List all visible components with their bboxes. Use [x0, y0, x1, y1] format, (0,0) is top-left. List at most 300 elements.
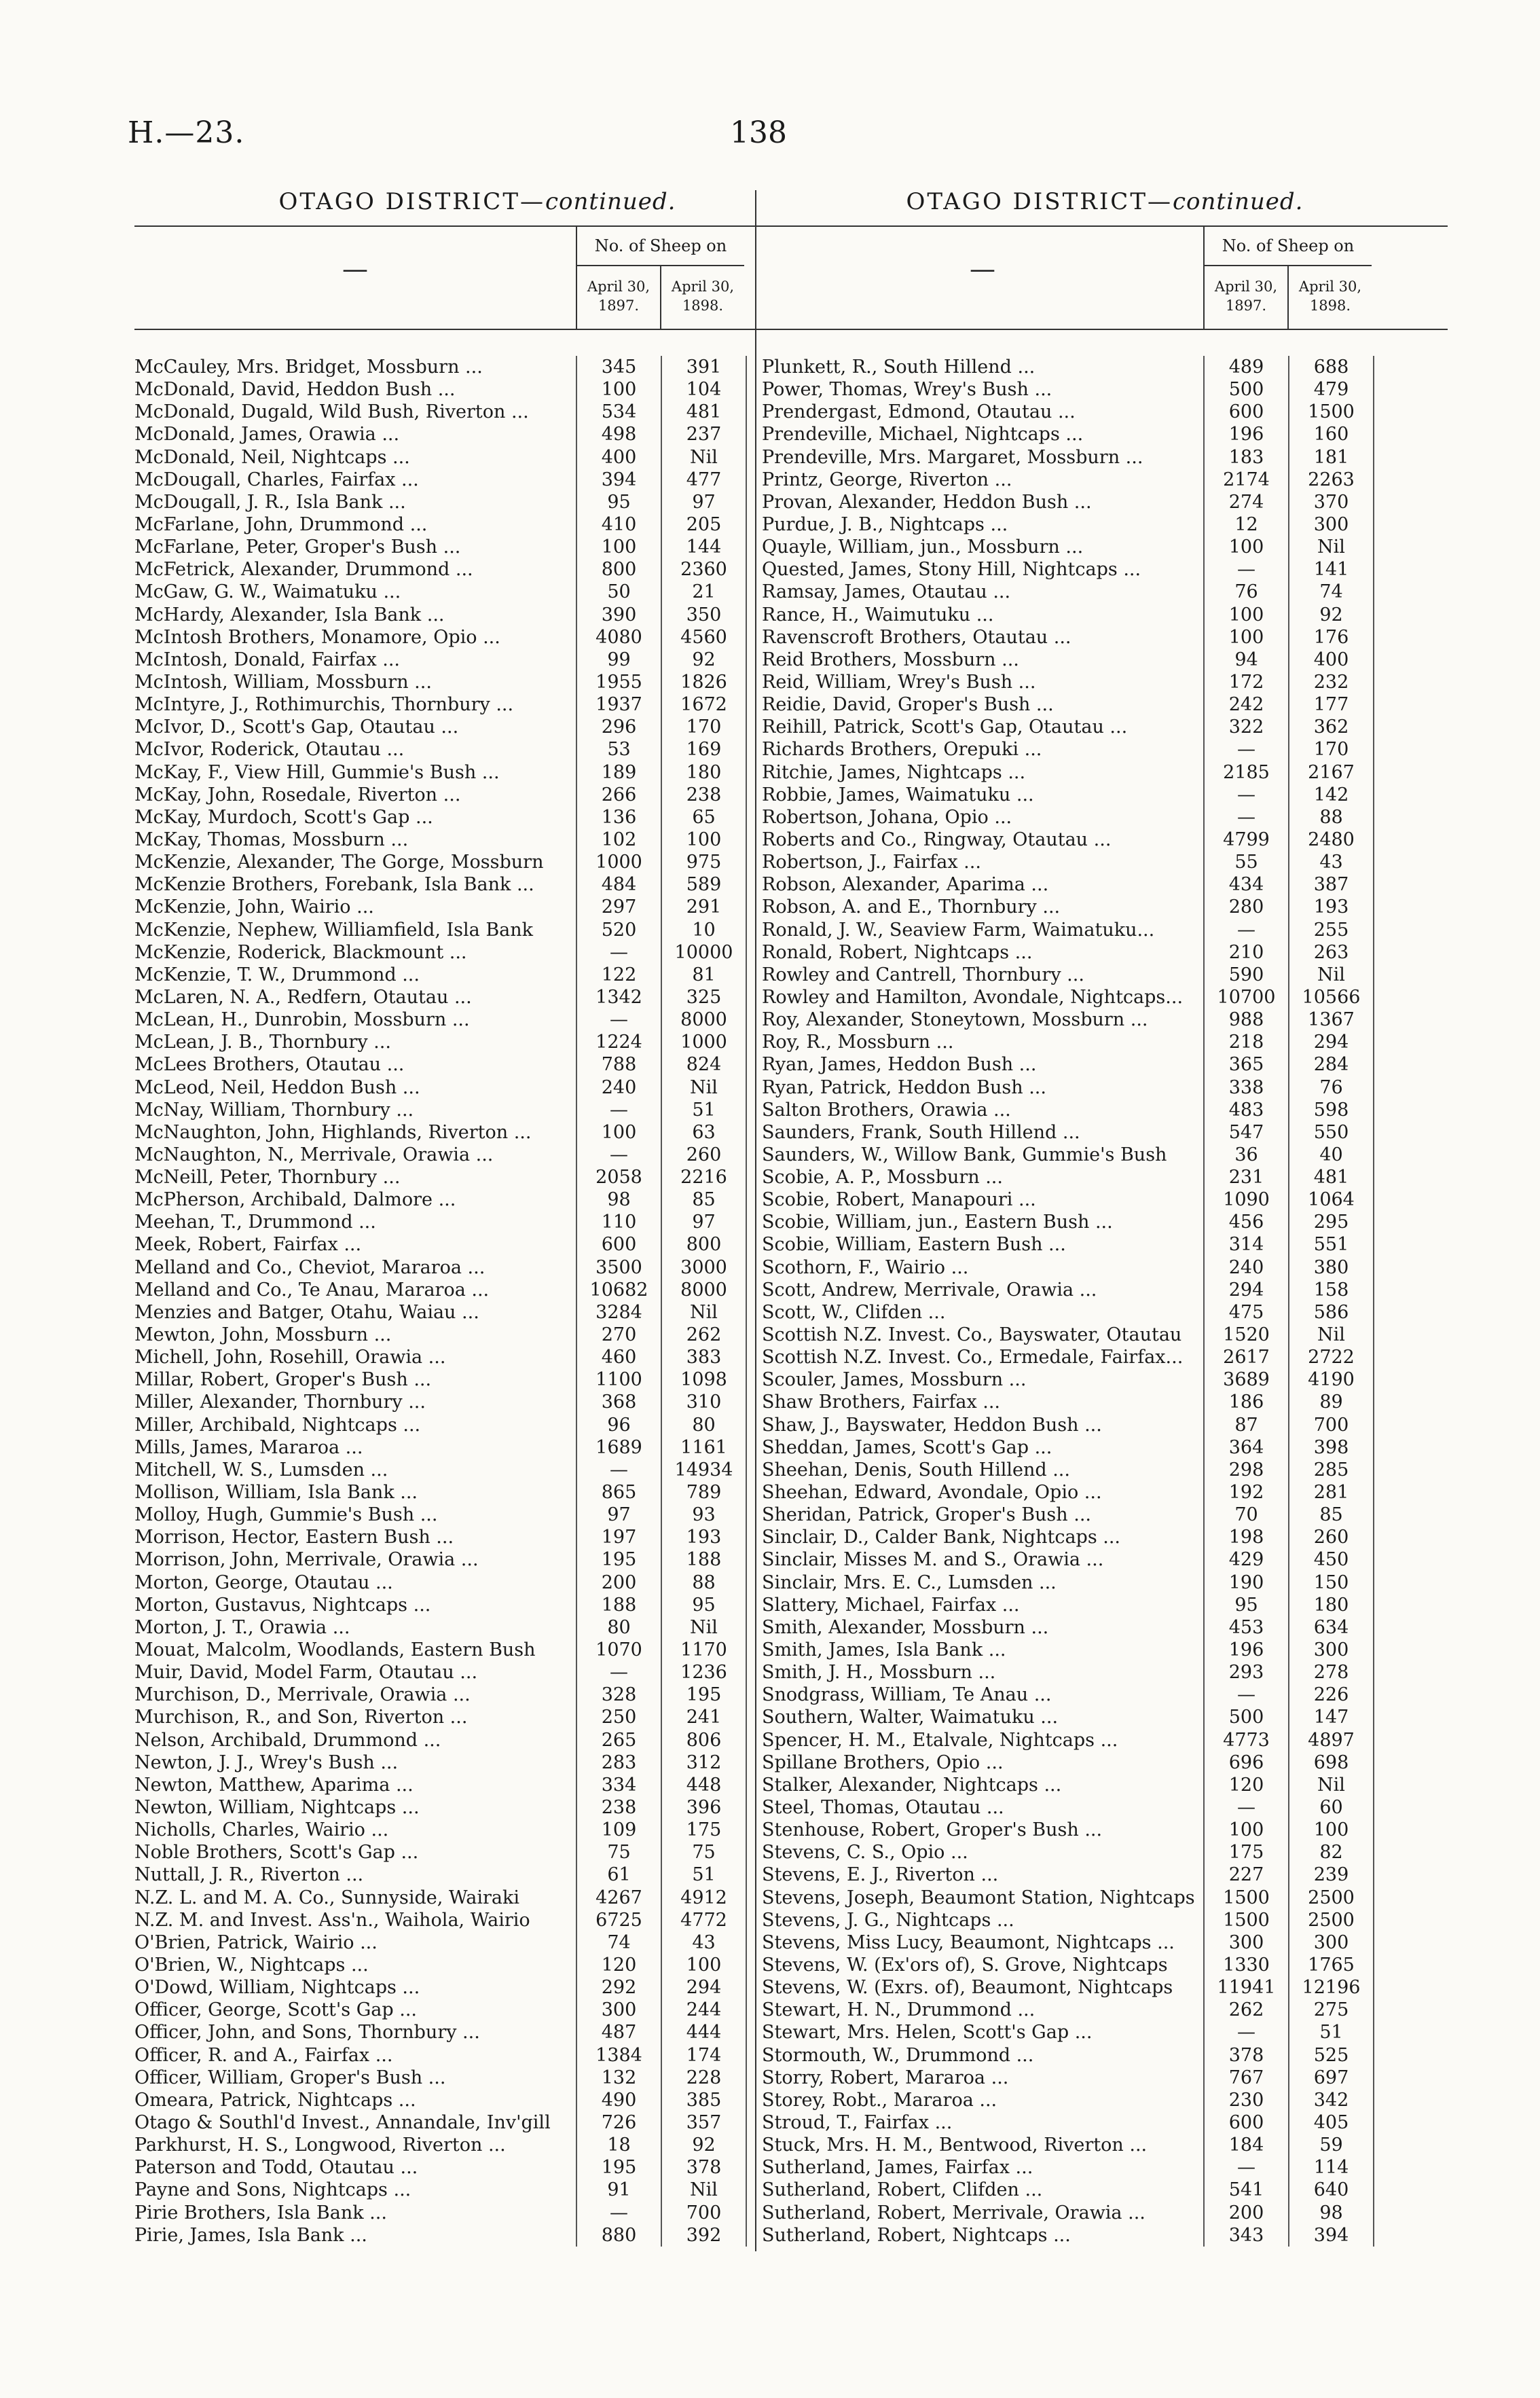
- owner-name: Miller, Alexander, Thornbury ...: [134, 1392, 426, 1413]
- owner-name: Power, Thomas, Wrey's Bush ...: [762, 379, 1052, 401]
- sheep-count-1897: 195: [576, 1548, 661, 1571]
- owner-name: N.Z. M. and Invest. Ass'n., Waihola, Wairio: [134, 1909, 530, 1931]
- owner-name: McDonald, James, Orawia ...: [134, 424, 400, 446]
- owner-name: Pirie Brothers, Isla Bank ...: [134, 2202, 387, 2223]
- owner-name: McNaughton, John, Highlands, Riverton ...: [134, 1121, 532, 1143]
- owner-name: Sutherland, Robert, Merrivale, Orawia ...: [762, 2202, 1145, 2223]
- owner-name: McIntosh, Donald, Fairfax ...: [134, 649, 400, 670]
- owner-name: McKenzie, T. W., Drummond ...: [134, 964, 420, 985]
- table-row: [762, 491, 1448, 513]
- owner-name: Mewton, John, Mossburn ...: [134, 1324, 392, 1346]
- table-row: [762, 1301, 1448, 1324]
- owner-name: Robson, Alexander, Aparima ...: [762, 874, 1049, 896]
- sheep-count-1898: 14934: [661, 1459, 747, 1481]
- table-row: [762, 1976, 1448, 1999]
- sheep-count-1898: 4912: [661, 1887, 747, 1909]
- owner-name: Molloy, Hugh, Gummie's Bush ...: [134, 1504, 438, 1526]
- owner-name: Prendergast, Edmond, Otautau ...: [762, 401, 1076, 423]
- owner-name: Mitchell, W. S., Lumsden ...: [134, 1459, 388, 1480]
- sheep-count-1898: 92: [661, 2134, 747, 2156]
- sheep-count-1897: 490: [576, 2089, 661, 2111]
- sheep-count-1897: 988: [1203, 1009, 1288, 1031]
- owner-name: Mollison, William, Isla Bank ...: [134, 1482, 418, 1504]
- sheep-count-1898: 405: [1288, 2111, 1374, 2134]
- table-row: [762, 1887, 1448, 1909]
- sheep-count-1898: 10: [661, 919, 747, 941]
- sheep-count-1898: 92: [1288, 604, 1374, 626]
- sheep-count-1897: 250: [576, 1706, 661, 1728]
- sheep-count-1898: 10000: [661, 941, 747, 964]
- owner-name: Sheridan, Patrick, Groper's Bush ...: [762, 1504, 1091, 1526]
- owner-name: Menzies and Batger, Otahu, Waiau ...: [134, 1301, 479, 1323]
- sheep-count-1897: 242: [1203, 693, 1288, 716]
- sheep-count-1898: 370: [1288, 491, 1374, 513]
- table-row: [134, 536, 820, 558]
- left-header-no-of-sheep: No. of Sheep on: [576, 227, 744, 266]
- sheep-count-1898: 74: [1288, 581, 1374, 603]
- owner-name: Shaw, J., Bayswater, Heddon Bush ...: [762, 1414, 1102, 1436]
- sheep-count-1897: 196: [1203, 423, 1288, 446]
- table-row: [762, 1774, 1448, 1796]
- table-row: [134, 2089, 820, 2111]
- sheep-count-1898: 76: [1288, 1076, 1374, 1099]
- owner-name: Scobie, A. P., Mossburn ...: [762, 1167, 1003, 1188]
- sheep-count-1898: 4897: [1288, 1729, 1374, 1751]
- sheep-count-1897: 590: [1203, 964, 1288, 986]
- sheep-count-1897: 4080: [576, 626, 661, 649]
- table-row: [134, 513, 820, 536]
- owner-name: Sheehan, Denis, South Hillend ...: [762, 1459, 1070, 1480]
- table-row: [134, 1594, 820, 1616]
- table-row: [762, 2067, 1448, 2089]
- sheep-count-1898: 284: [1288, 1053, 1374, 1076]
- sheep-count-1898: 97: [661, 491, 747, 513]
- owner-name: Michell, John, Rosehill, Orawia ...: [134, 1347, 446, 1368]
- sheep-count-1898: 97: [661, 1211, 747, 1233]
- sheep-count-1897: 434: [1203, 873, 1288, 896]
- sheep-count-1897: 3284: [576, 1301, 661, 1324]
- table-row: [134, 581, 820, 603]
- sheep-count-1898: 88: [1288, 806, 1374, 829]
- sheep-count-1898: 88: [661, 1572, 747, 1594]
- right-table-body: [762, 356, 1448, 2247]
- sheep-count-1897: 10682: [576, 1279, 661, 1301]
- sheep-count-1897: 97: [576, 1504, 661, 1526]
- sheep-count-1897: —: [1203, 558, 1288, 581]
- sheep-count-1898: 1170: [661, 1639, 747, 1661]
- table-row: [762, 604, 1448, 626]
- sheep-count-1897: 483: [1203, 1099, 1288, 1121]
- sheep-count-1898: 181: [1288, 446, 1374, 469]
- table-row: [134, 873, 820, 896]
- sheep-count-1897: 1090: [1203, 1188, 1288, 1211]
- sheep-count-1897: 1100: [576, 1368, 661, 1391]
- sheep-count-1898: 450: [1288, 1548, 1374, 1571]
- sheep-count-1898: 1367: [1288, 1009, 1374, 1031]
- sheep-count-1898: 275: [1288, 1999, 1374, 2021]
- owner-name: McIntosh Brothers, Monamore, Opio ...: [134, 626, 500, 648]
- sheep-count-1898: Nil: [661, 2179, 747, 2201]
- table-row: [762, 1099, 1448, 1121]
- owner-name: Reid Brothers, Mossburn ...: [762, 649, 1019, 670]
- owner-name: Shaw Brothers, Fairfax ...: [762, 1392, 1001, 1413]
- owner-name: Ronald, Robert, Nightcaps ...: [762, 941, 1033, 963]
- sheep-count-1898: 51: [661, 1864, 747, 1886]
- owner-name: Morrison, Hector, Eastern Bush ...: [134, 1527, 454, 1548]
- sheep-count-1898: 387: [1288, 873, 1374, 896]
- sheep-count-1898: 700: [661, 2202, 747, 2224]
- sheep-count-1898: 100: [661, 1954, 747, 1976]
- table-row: [134, 469, 820, 491]
- owner-name: Newton, J. J., Wrey's Bush ...: [134, 1751, 399, 1773]
- sheep-count-1897: 534: [576, 401, 661, 423]
- owner-name: Ryan, James, Heddon Bush ...: [762, 1054, 1037, 1076]
- sheep-count-1897: 99: [576, 649, 661, 671]
- table-row: [762, 1639, 1448, 1661]
- owner-name: Storey, Robt., Mararoa ...: [762, 2089, 997, 2111]
- table-row: [134, 1144, 820, 1166]
- sheep-count-1898: 82: [1288, 1841, 1374, 1864]
- table-row: [762, 1076, 1448, 1099]
- table-row: [762, 671, 1448, 693]
- owner-name: Mills, James, Mararoa ...: [134, 1436, 363, 1458]
- right-header-no-of-sheep: No. of Sheep on: [1203, 227, 1372, 266]
- sheep-count-1897: 200: [576, 1572, 661, 1594]
- sheep-count-1898: 195: [661, 1684, 747, 1706]
- owner-name: Rance, H., Waimutuku ...: [762, 604, 994, 625]
- owner-name: Stevens, W. (Exrs. of), Beaumont, Nightcaps: [762, 1977, 1173, 1999]
- owner-name: Officer, George, Scott's Gap ...: [134, 1999, 418, 2021]
- table-row: [134, 1976, 820, 1999]
- table-row: [134, 1572, 820, 1594]
- table-row: [134, 1504, 820, 1526]
- table-row: [762, 1188, 1448, 1211]
- table-row: [762, 1954, 1448, 1976]
- table-row: [134, 693, 820, 716]
- table-row: [134, 1954, 820, 1976]
- owner-name: Paterson and Todd, Otautau ...: [134, 2157, 418, 2179]
- sheep-count-1897: 453: [1203, 1616, 1288, 1639]
- sheep-count-1897: 390: [576, 604, 661, 626]
- owner-name: Quayle, William, jun., Mossburn ...: [762, 537, 1084, 558]
- owner-name: Nicholls, Charles, Wairio ...: [134, 1819, 389, 1841]
- sheep-count-1898: 378: [661, 2156, 747, 2179]
- table-row: [762, 378, 1448, 401]
- table-row: [762, 1504, 1448, 1526]
- sheep-count-1897: 100: [1203, 604, 1288, 626]
- table-row: [134, 986, 820, 1009]
- sheep-count-1898: 481: [1288, 1166, 1374, 1188]
- table-row: [134, 1548, 820, 1571]
- sheep-count-1897: 110: [576, 1211, 661, 1233]
- table-row: [762, 356, 1448, 378]
- owner-name: Stevens, W. (Ex'ors of), S. Grove, Nightcaps: [762, 1954, 1168, 1976]
- sheep-count-1897: 100: [576, 378, 661, 401]
- sheep-count-1898: 2167: [1288, 761, 1374, 784]
- table-row: [762, 1144, 1448, 1166]
- owner-name: McLean, J. B., Thornbury ...: [134, 1032, 391, 1053]
- table-row: [762, 2224, 1448, 2247]
- sheep-count-1898: 392: [661, 2224, 747, 2247]
- sheep-count-1897: 95: [576, 491, 661, 513]
- owner-name: Parkhurst, H. S., Longwood, Riverton ...: [134, 2134, 506, 2156]
- sheep-count-1898: 21: [661, 581, 747, 603]
- sheep-count-1898: 640: [1288, 2179, 1374, 2201]
- table-row: [762, 693, 1448, 716]
- sheep-count-1898: 342: [1288, 2089, 1374, 2111]
- sheep-count-1898: 226: [1288, 1684, 1374, 1706]
- table-row: [762, 2021, 1448, 2043]
- sheep-count-1897: 484: [576, 873, 661, 896]
- sheep-count-1898: Nil: [1288, 964, 1374, 986]
- right-header-year-1898: April 30, 1898.: [1287, 266, 1372, 329]
- sheep-count-1897: 227: [1203, 1864, 1288, 1886]
- page-number: 138: [730, 115, 787, 150]
- table-row: [134, 1031, 820, 1053]
- table-row: [762, 1009, 1448, 1031]
- table-row: [762, 1279, 1448, 1301]
- sheep-count-1898: Nil: [1288, 1774, 1374, 1796]
- table-row: [134, 1887, 820, 1909]
- sheep-count-1897: 410: [576, 513, 661, 536]
- sheep-count-1898: 63: [661, 1121, 747, 1144]
- sheep-count-1898: 350: [661, 604, 747, 626]
- owner-name: Rowley and Hamilton, Avondale, Nightcaps...: [762, 986, 1184, 1008]
- sheep-count-1897: 36: [1203, 1144, 1288, 1166]
- sheep-count-1898: 262: [661, 1324, 747, 1346]
- owner-name: Ramsay, James, Otautau ...: [762, 581, 1011, 603]
- sheep-count-1898: 291: [661, 896, 747, 918]
- table-row: [134, 1864, 820, 1886]
- sheep-count-1898: 81: [661, 964, 747, 986]
- table-row: [762, 1053, 1448, 1076]
- table-row: [762, 1346, 1448, 1368]
- sheep-count-1897: 100: [576, 1121, 661, 1144]
- table-row: [762, 1256, 1448, 1279]
- table-row: [134, 1368, 820, 1391]
- sheep-count-1897: 1000: [576, 851, 661, 873]
- sheep-count-1898: 325: [661, 986, 747, 1009]
- sheep-count-1897: 1689: [576, 1436, 661, 1459]
- sheep-count-1897: —: [576, 1099, 661, 1121]
- right-table-header: [762, 225, 1448, 330]
- sheep-count-1898: 481: [661, 401, 747, 423]
- table-row: [134, 1324, 820, 1346]
- table-row: [762, 1931, 1448, 1954]
- table-row: [762, 1548, 1448, 1571]
- sheep-count-1898: 205: [661, 513, 747, 536]
- sheep-count-1898: 2263: [1288, 469, 1374, 491]
- table-row: [762, 1031, 1448, 1053]
- table-row: [134, 1188, 820, 1211]
- sheep-count-1898: 160: [1288, 423, 1374, 446]
- owner-name: Saunders, Frank, South Hillend ...: [762, 1121, 1080, 1143]
- owner-name: McNay, William, Thornbury ...: [134, 1099, 414, 1121]
- owner-name: Stevens, C. S., Opio ...: [762, 1842, 968, 1864]
- owner-name: Sutherland, Robert, Clifden ...: [762, 2179, 1043, 2201]
- sheep-count-1897: 172: [1203, 671, 1288, 693]
- sheep-count-1897: 345: [576, 356, 661, 378]
- table-row: [134, 1684, 820, 1706]
- table-row: [762, 1661, 1448, 1684]
- sheep-count-1898: 51: [661, 1099, 747, 1121]
- owner-name: McDougall, J. R., Isla Bank ...: [134, 491, 406, 513]
- owner-name: Stormouth, W., Drummond ...: [762, 2044, 1034, 2066]
- owner-name: Robson, A. and E., Thornbury ...: [762, 896, 1061, 918]
- table-row: [762, 986, 1448, 1009]
- sheep-count-1897: 195: [576, 2156, 661, 2179]
- owner-name: Morton, J. T., Orawia ...: [134, 1616, 350, 1638]
- sheep-count-1897: 136: [576, 806, 661, 829]
- sheep-count-1897: —: [576, 2202, 661, 2224]
- sheep-count-1897: 76: [1203, 581, 1288, 603]
- sheep-count-1897: 297: [576, 896, 661, 918]
- sheep-count-1897: 188: [576, 1594, 661, 1616]
- owner-name: Spencer, H. M., Etalvale, Nightcaps ...: [762, 1729, 1118, 1751]
- sheep-count-1898: 114: [1288, 2156, 1374, 2179]
- sheep-count-1897: 231: [1203, 1166, 1288, 1188]
- table-row: [762, 558, 1448, 581]
- table-row: [134, 2224, 820, 2247]
- table-row: [134, 1256, 820, 1279]
- table-row: [134, 1346, 820, 1368]
- sheep-count-1897: 547: [1203, 1121, 1288, 1144]
- sheep-count-1897: 1342: [576, 986, 661, 1009]
- table-row: [134, 2067, 820, 2089]
- sheep-count-1898: 10566: [1288, 986, 1374, 1009]
- owner-name: McHardy, Alexander, Isla Bank ...: [134, 604, 445, 625]
- owner-name: McFetrick, Alexander, Drummond ...: [134, 559, 473, 581]
- owner-name: McLaren, N. A., Redfern, Otautau ...: [134, 986, 472, 1008]
- table-row: [762, 2044, 1448, 2067]
- table-row: [762, 761, 1448, 784]
- owner-name: Muir, David, Model Farm, Otautau ...: [134, 1662, 478, 1684]
- table-row: [134, 446, 820, 469]
- sheep-count-1898: 824: [661, 1053, 747, 1076]
- sheep-count-1897: 2617: [1203, 1346, 1288, 1368]
- owner-name: Morton, Gustavus, Nightcaps ...: [134, 1594, 431, 1616]
- owner-name: Ritchie, James, Nightcaps ...: [762, 761, 1026, 783]
- sheep-count-1897: 218: [1203, 1031, 1288, 1053]
- owner-name: Roberts and Co., Ringway, Otautau ...: [762, 829, 1112, 850]
- table-row: [762, 806, 1448, 829]
- table-row: [134, 896, 820, 918]
- table-row: [134, 1121, 820, 1144]
- sheep-count-1898: Nil: [661, 1076, 747, 1099]
- right-header-dash: —: [970, 254, 995, 284]
- table-row: [134, 423, 820, 446]
- sheep-count-1898: 477: [661, 469, 747, 491]
- sheep-count-1898: 312: [661, 1751, 747, 1774]
- sheep-count-1897: 800: [576, 558, 661, 581]
- sheep-count-1897: 12: [1203, 513, 1288, 536]
- left-header-year-1897: April 30, 1897.: [576, 266, 660, 329]
- sheep-count-1898: 310: [661, 1391, 747, 1413]
- sheep-count-1897: 1224: [576, 1031, 661, 1053]
- owner-name: Stevens, Miss Lucy, Beaumont, Nightcaps ...: [762, 1931, 1175, 1953]
- table-row: [762, 1909, 1448, 1931]
- sheep-count-1897: 460: [576, 1346, 661, 1368]
- left-table-header: [134, 225, 820, 330]
- owner-name: Mouat, Malcolm, Woodlands, Eastern Bush: [134, 1639, 536, 1661]
- owner-name: McIntyre, J., Rothimurchis, Thornbury ...: [134, 694, 514, 716]
- sheep-count-1897: 102: [576, 829, 661, 851]
- sheep-count-1897: —: [576, 1009, 661, 1031]
- owner-name: Pirie, James, Isla Bank ...: [134, 2224, 367, 2246]
- sheep-count-1898: 400: [1288, 649, 1374, 671]
- table-row: [134, 2044, 820, 2067]
- sheep-count-1897: 475: [1203, 1301, 1288, 1324]
- table-row: [134, 1999, 820, 2021]
- sheep-count-1897: 2058: [576, 1166, 661, 1188]
- sheep-count-1897: 4773: [1203, 1729, 1288, 1751]
- table-row: [134, 1301, 820, 1324]
- sheep-count-1898: 2722: [1288, 1346, 1374, 1368]
- table-row: [762, 1166, 1448, 1188]
- sheep-count-1898: 180: [1288, 1594, 1374, 1616]
- sheep-count-1897: 1384: [576, 2044, 661, 2067]
- sheep-count-1898: 479: [1288, 378, 1374, 401]
- sheep-count-1898: 244: [661, 1999, 747, 2021]
- sheep-count-1897: —: [1203, 784, 1288, 806]
- sheep-count-1897: 292: [576, 1976, 661, 1999]
- sheep-count-1898: 806: [661, 1729, 747, 1751]
- table-row: [762, 2111, 1448, 2134]
- sheep-count-1898: 525: [1288, 2044, 1374, 2067]
- sheep-count-1898: 169: [661, 738, 747, 761]
- sheep-count-1897: 210: [1203, 941, 1288, 964]
- sheep-count-1898: 362: [1288, 716, 1374, 738]
- sheep-count-1897: 230: [1203, 2089, 1288, 2111]
- sheep-count-1898: Nil: [1288, 1324, 1374, 1346]
- sheep-count-1898: 300: [1288, 1931, 1374, 1954]
- owner-name: Slattery, Michael, Fairfax ...: [762, 1594, 1020, 1616]
- sheep-count-1898: 260: [661, 1144, 747, 1166]
- sheep-count-1898: Nil: [1288, 536, 1374, 558]
- sheep-count-1897: 6725: [576, 1909, 661, 1931]
- owner-name: Sinclair, Mrs. E. C., Lumsden ...: [762, 1572, 1057, 1593]
- sheep-count-1897: —: [1203, 1796, 1288, 1819]
- owner-name: McIntosh, William, Mossburn ...: [134, 671, 432, 693]
- owner-name: Officer, R. and A., Fairfax ...: [134, 2044, 393, 2066]
- left-table-body: [134, 356, 820, 2247]
- sheep-count-1897: 4799: [1203, 829, 1288, 851]
- sheep-count-1897: 10700: [1203, 986, 1288, 1009]
- owner-name: Newton, Matthew, Aparima ...: [134, 1774, 414, 1796]
- table-row: [762, 2156, 1448, 2179]
- table-row: [762, 581, 1448, 603]
- table-row: [134, 1009, 820, 1031]
- sheep-count-1897: 368: [576, 1391, 661, 1413]
- left-column-title: OTAGO DISTRICT—continued.: [278, 188, 676, 215]
- sheep-count-1898: 598: [1288, 1099, 1374, 1121]
- sheep-count-1897: 80: [576, 1616, 661, 1639]
- owner-name: McPherson, Archibald, Dalmore ...: [134, 1189, 456, 1211]
- sheep-count-1898: 634: [1288, 1616, 1374, 1639]
- owner-name: Morton, George, Otautau ...: [134, 1572, 393, 1593]
- owner-name: Reid, William, Wrey's Bush ...: [762, 671, 1036, 693]
- sheep-count-1898: 89: [1288, 1391, 1374, 1413]
- table-row: [762, 784, 1448, 806]
- sheep-count-1897: 266: [576, 784, 661, 806]
- table-row: [134, 964, 820, 986]
- sheep-count-1898: 193: [661, 1526, 747, 1548]
- table-row: [134, 1391, 820, 1413]
- sheep-count-1897: 600: [576, 1233, 661, 1256]
- table-row: [762, 649, 1448, 671]
- sheep-count-1898: 3000: [661, 1256, 747, 1279]
- table-row: [134, 1931, 820, 1954]
